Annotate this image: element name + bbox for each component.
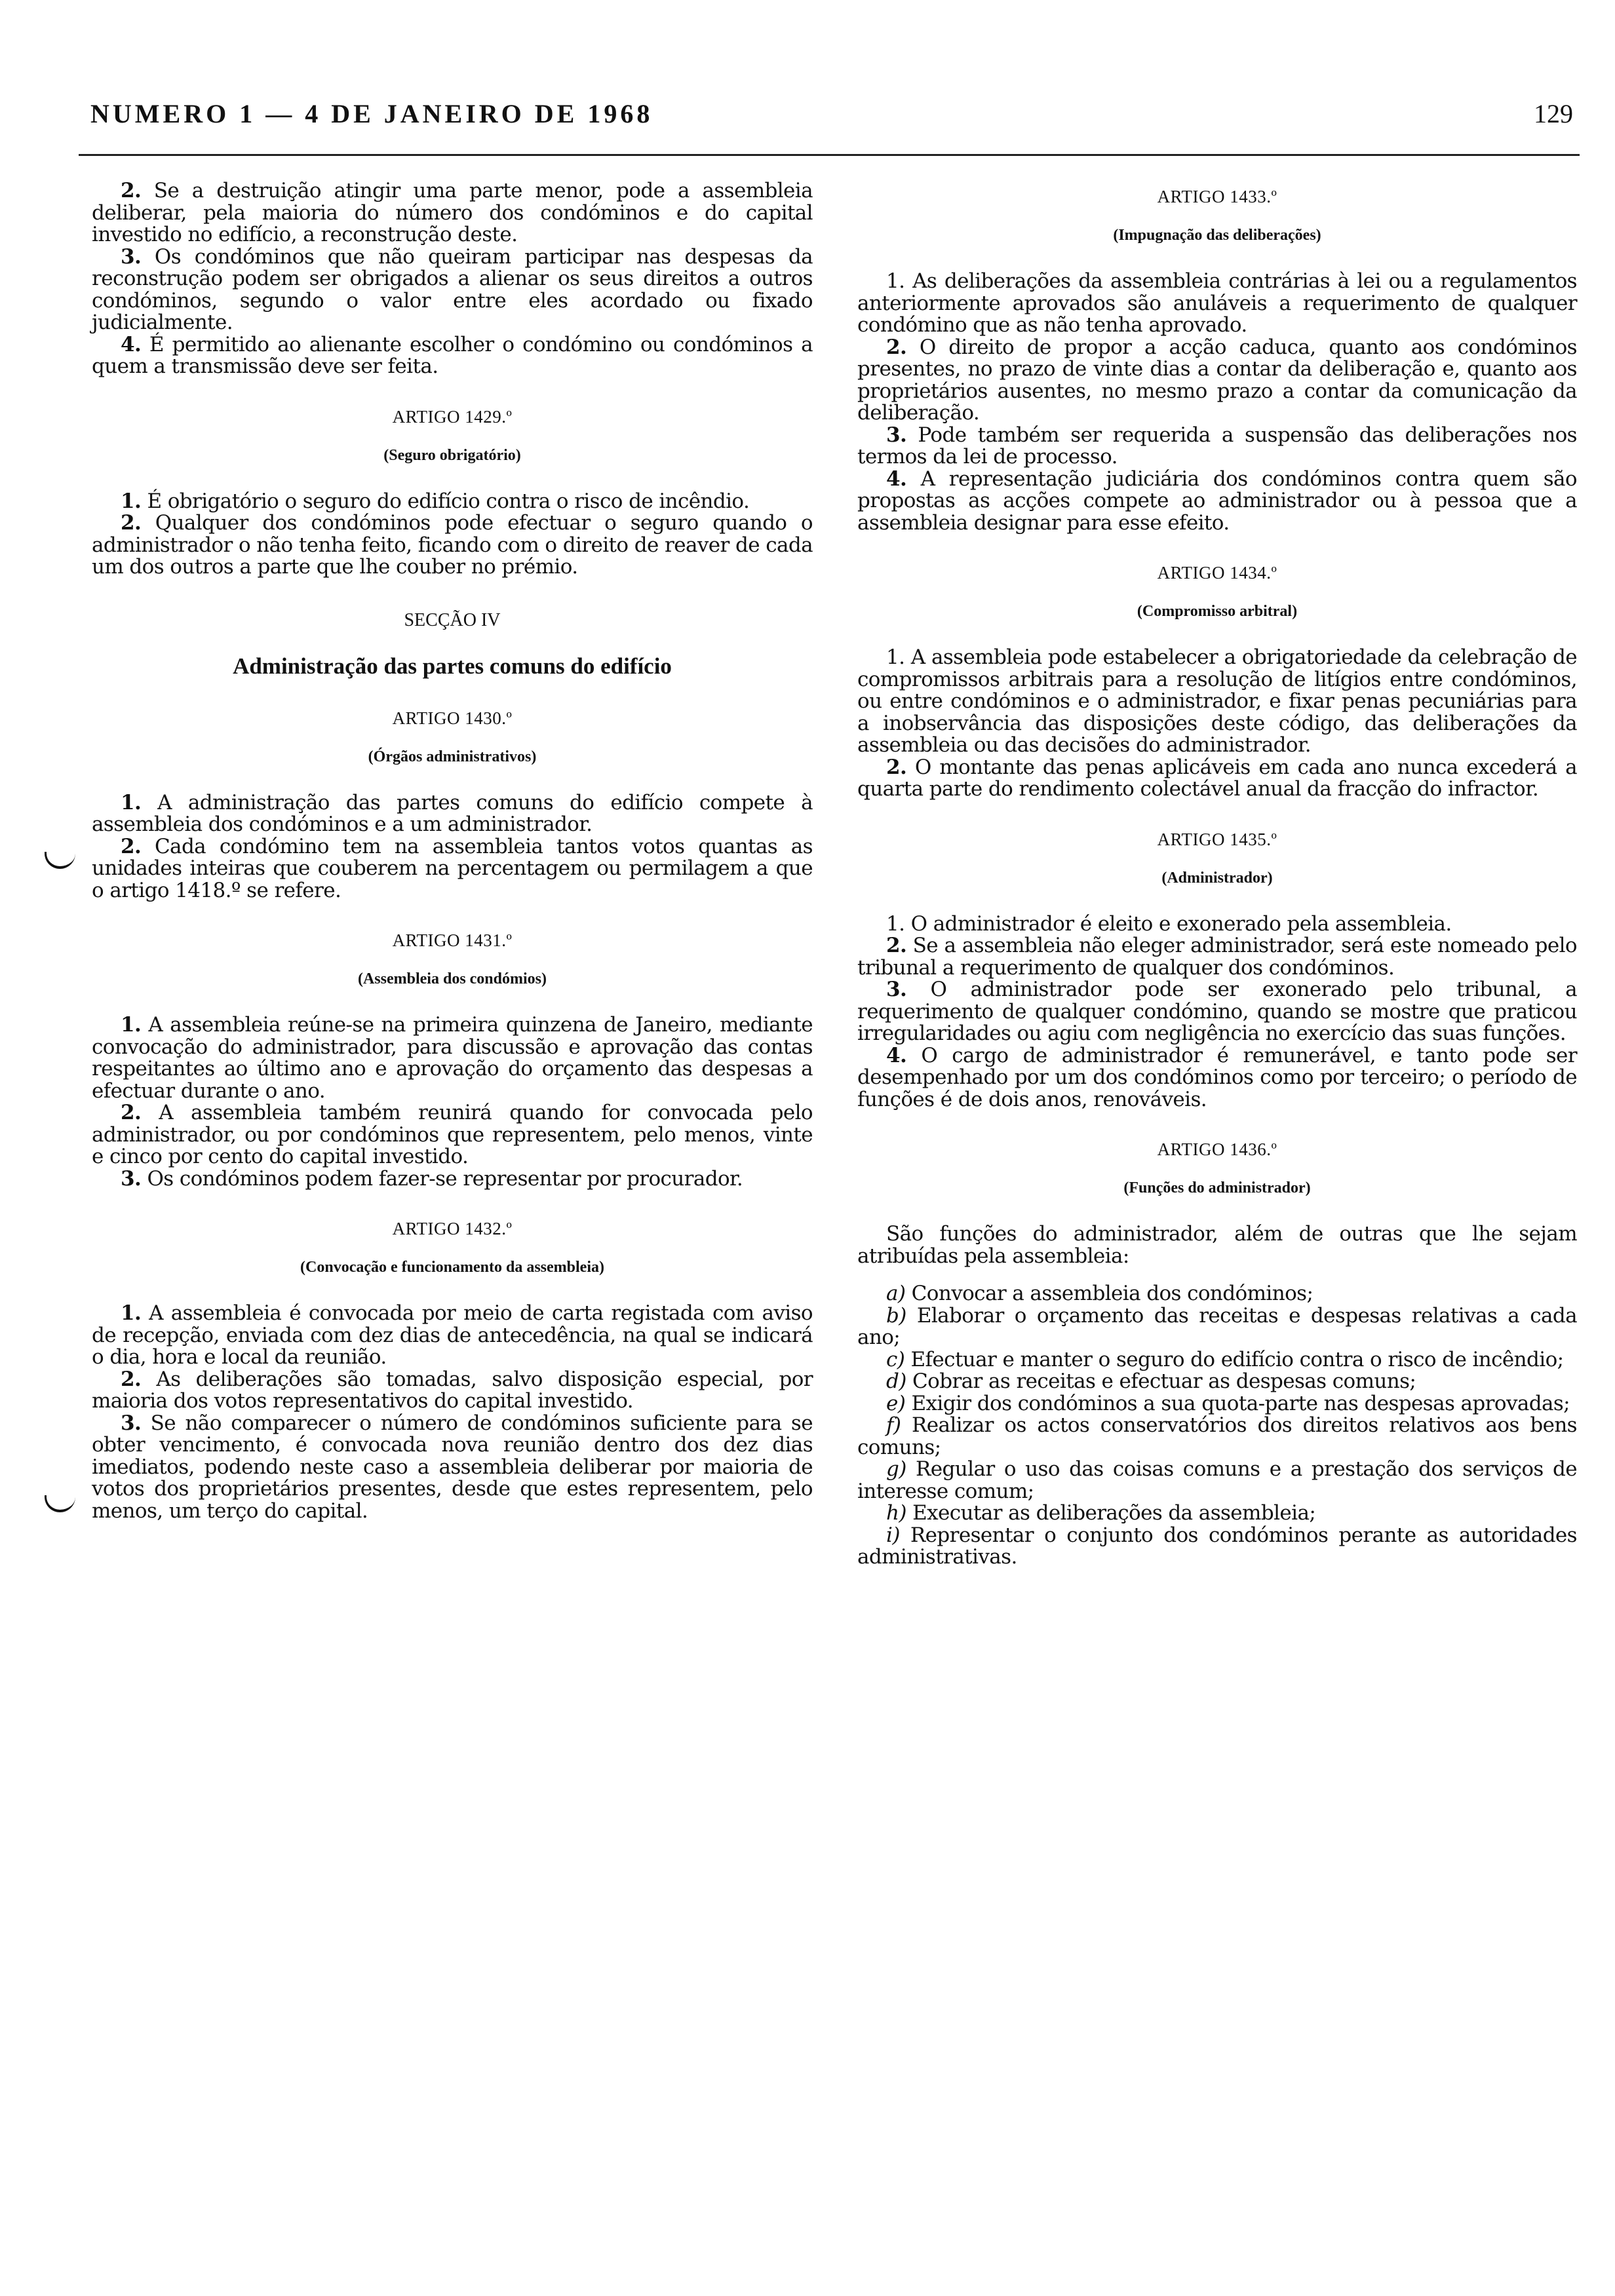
paragraph-text: Se a assembleia não eleger administrador, será este nomeado pelo tribunal a requerimento de qualquer dos condóminos. <box>857 934 1577 980</box>
paragraph <box>92 246 813 334</box>
paragraph <box>857 647 1577 757</box>
paragraph-number: 1. <box>121 489 142 513</box>
article-heading: ARTIGO 1435.º <box>1157 829 1277 849</box>
article-heading: ARTIGO 1432.º <box>392 1219 513 1238</box>
article-rubric: (Funções do administrador) <box>1123 1179 1311 1196</box>
paragraph-number: 1. <box>121 1301 142 1325</box>
paragraph <box>857 425 1577 469</box>
list-item-letter: h) <box>886 1501 906 1525</box>
paragraph-text: A representação judiciária dos condóminos contra quem são propostas as acções compete ao administrador ou à pessoa que a assembleia designar para esse efeito. <box>857 467 1577 535</box>
article-heading: ARTIGO 1429.º <box>392 406 513 427</box>
article-heading: ARTIGO 1433.º <box>1157 187 1277 206</box>
list-item <box>857 1349 1577 1371</box>
right-column <box>857 180 1577 1569</box>
paragraph <box>92 1102 813 1168</box>
paragraph-number: 3. <box>121 1411 142 1435</box>
paragraph-text: A assembleia reúne-se na primeira quinzena de Janeiro, mediante convocação do administrador, para discussão e aprovação das contas respeitantes ao último ano e aprovação do orçamento das despesas a efectuar durante o ano. <box>92 1013 813 1103</box>
paragraph-text: Se a destruição atingir uma parte menor, pode a assembleia deliberar, pela maioria do número dos condóminos e do capital investido no edifício, a reconstrução deste. <box>92 179 813 246</box>
issue-title: NUMERO 1 — 4 DE JANEIRO DE 1968 <box>90 99 653 128</box>
paragraph-number: 3. <box>886 978 907 1001</box>
paragraph <box>857 935 1577 979</box>
paragraph-number: 1. <box>121 1013 142 1037</box>
article-rubric: (Administrador) <box>1161 869 1273 887</box>
article-rubric: (Convocação e funcionamento da assembleia) <box>300 1259 604 1276</box>
paragraph-text: O cargo de administrador é remunerável, e tanto pode ser desempenhado por um dos condóminos como por terceiro; o período de funções é de dois anos, renováveis. <box>857 1043 1577 1111</box>
list-item <box>857 1502 1577 1525</box>
list-item-letter: f) <box>886 1413 901 1437</box>
paragraph-number: 2. <box>121 511 142 535</box>
list-item-letter: c) <box>886 1347 905 1371</box>
margin-check-mark-icon <box>45 852 75 869</box>
list-item-letter: d) <box>886 1369 906 1393</box>
paragraph <box>92 1369 813 1413</box>
paragraph <box>92 512 813 579</box>
section-label: SECÇÃO IV <box>404 609 501 630</box>
paragraph <box>857 271 1577 337</box>
article-heading: ARTIGO 1431.º <box>392 930 513 950</box>
paragraph-text: Os condóminos podem fazer-se representar por procurador. <box>147 1166 743 1191</box>
paragraph <box>92 1413 813 1523</box>
paragraph-text: Se não comparecer o número de condóminos suficiente para se obter vencimento, é convocada nova reunião dentro dos dez dias imediatos, podendo neste caso a assembleia deliberar por maioria de votos dos proprietários presentes, desde que estes representem, pelo menos, um terço do capital. <box>92 1411 813 1523</box>
paragraph <box>92 180 813 246</box>
paragraph <box>92 1168 813 1191</box>
paragraph-text: A administração das partes comuns do edifício compete à assembleia dos condóminos e a um administrador. <box>92 790 813 836</box>
paragraph-number: 3. <box>121 1166 142 1191</box>
paragraph-text: É permitido ao alienante escolher o condómino ou condóminos a quem a transmissão deve ser feita. <box>92 332 813 378</box>
paragraph-number: 4. <box>121 332 142 356</box>
paragraph <box>92 1303 813 1369</box>
paragraph <box>92 792 813 836</box>
paragraph-intro: São funções do administrador, além de outras que lhe sejam atribuídas pela assembleia: <box>857 1222 1577 1268</box>
paragraph <box>92 1014 813 1102</box>
paragraph <box>857 979 1577 1045</box>
list-item-text: Efectuar e manter o seguro do edifício contra o risco de incêndio; <box>910 1347 1564 1371</box>
paragraph <box>92 491 813 513</box>
page-header <box>90 98 1573 135</box>
article-rubric: (Assembleia dos condómios) <box>357 970 547 987</box>
paragraph <box>857 469 1577 535</box>
list-item-text: Executar as deliberações da assembleia; <box>912 1501 1316 1525</box>
paragraph-text: Cada condómino tem na assembleia tantos votos quantas as unidades inteiras que couberem na percentagem ou permilagem a que o artigo 1418.º se refere. <box>92 834 813 902</box>
list-item <box>857 1459 1577 1502</box>
paragraph-text: A assembleia é convocada por meio de carta registada com aviso de recepção, enviada com dez dias de antecedência, na qual se indicará o dia, hora e local da reunião. <box>92 1301 813 1369</box>
paragraph-text: As deliberações são tomadas, salvo disposição especial, por maioria dos votos representativos do capital investido. <box>92 1367 813 1413</box>
left-column <box>92 180 813 1522</box>
paragraph <box>857 757 1577 801</box>
list-item <box>857 1525 1577 1569</box>
paragraph-number: 1. <box>886 645 905 669</box>
header-rule <box>79 154 1580 156</box>
list-item-letter: b) <box>886 1303 906 1328</box>
paragraph-text: As deliberações da assembleia contrárias à lei ou a regulamentos anteriormente aprovados são anuláveis a requerimento de qualquer condómino que as não tenha aprovado. <box>857 269 1577 337</box>
paragraph <box>857 913 1577 936</box>
paragraph <box>857 337 1577 425</box>
list-item-text: Elaborar o orçamento das receitas e despesas relativas a cada ano; <box>857 1303 1577 1349</box>
paragraph-text: Qualquer dos condóminos pode efectuar o seguro quando o administrador o não tenha feito, ficando com o direito de reaver de cada um dos outros a parte que lhe couber no prémio. <box>92 511 813 579</box>
paragraph-text: O administrador pode ser exonerado pelo tribunal, a requerimento de qualquer condómino, quando se mostre que praticou irregularidades ou agiu com negligência no exercício das suas funções. <box>857 978 1577 1045</box>
article-rubric: (Impugnação das deliberações) <box>1113 227 1321 244</box>
article-heading: ARTIGO 1430.º <box>392 708 513 728</box>
paragraph-number: 2. <box>886 934 907 957</box>
functions-list <box>857 1283 1577 1569</box>
list-item <box>857 1415 1577 1459</box>
paragraph-number: 2. <box>121 179 142 202</box>
paragraph-text: É obrigatório o seguro do edifício contra o risco de incêndio. <box>147 489 750 513</box>
list-item <box>857 1283 1577 1305</box>
paragraph-number: 1. <box>121 790 142 814</box>
paragraph-number: 4. <box>886 1043 907 1067</box>
list-item-text: Convocar a assembleia dos condóminos; <box>911 1282 1313 1305</box>
list-item-letter: a) <box>886 1282 906 1305</box>
paragraph-text: A assembleia pode estabelecer a obrigatoriedade da celebração de compromissos arbitrais para a resolução de litígios entre condóminos, ou entre condóminos e o administrador, e fixar penas pecuniárias para a inobservância das disposições deste código, das deliberações da assembleia ou das decisões do administrador. <box>857 645 1577 757</box>
list-item-text: Realizar os actos conservatórios dos direitos relativos aos bens comuns; <box>857 1413 1577 1459</box>
paragraph-text: O direito de propor a acção caduca, quanto aos condóminos presentes, no prazo de vinte dias a contar da deliberação e, quanto aos proprietários ausentes, no mesmo prazo a contar da comunicação da deliberação. <box>857 335 1577 425</box>
paragraph-text: Pode também ser requerida a suspensão das deliberações nos termos da lei de processo. <box>857 423 1577 469</box>
paragraph <box>92 334 813 378</box>
paragraph-number: 2. <box>121 1367 142 1391</box>
list-item <box>857 1371 1577 1393</box>
article-heading: ARTIGO 1434.º <box>1157 563 1277 583</box>
margin-check-mark-icon <box>45 1495 75 1512</box>
list-item-text: Representar o conjunto dos condóminos perante as autoridades administrativas. <box>857 1523 1577 1569</box>
list-item <box>857 1393 1577 1415</box>
paragraph-number: 4. <box>886 467 907 491</box>
article-heading: ARTIGO 1436.º <box>1157 1139 1277 1159</box>
paragraph-number: 2. <box>121 1101 142 1124</box>
paragraph-text: O administrador é eleito e exonerado pela assembleia. <box>910 911 1452 936</box>
paragraph-number: 1. <box>886 269 905 293</box>
list-item-letter: i) <box>886 1523 900 1547</box>
page-number: 129 <box>1534 99 1573 128</box>
article-rubric: (Compromisso arbitral) <box>1137 603 1298 620</box>
paragraph-text: O montante das penas aplicáveis em cada ano nunca excederá a quarta parte do rendimento colectável anual da fracção do infractor. <box>857 755 1577 801</box>
paragraph-number: 2. <box>121 834 142 858</box>
paragraph-text: Os condóminos que não queiram participar nas despesas da reconstrução podem ser obrigados a alienar os seus direitos a outros condóminos, segundo o valor entre eles acordado ou fixado judicialmente. <box>92 244 813 334</box>
list-item-text: Exigir dos condóminos a sua quota-parte nas despesas aprovadas; <box>911 1391 1570 1415</box>
paragraph-number: 3. <box>121 244 142 269</box>
article-rubric: (Órgãos administrativos) <box>368 748 537 765</box>
paragraph-number: 1. <box>886 911 905 936</box>
paragraph <box>92 836 813 902</box>
list-item <box>857 1305 1577 1349</box>
list-item-text: Regular o uso das coisas comuns e a prestação dos serviços de interesse comum; <box>857 1457 1577 1503</box>
paragraph-number: 2. <box>886 755 907 779</box>
article-rubric: (Seguro obrigatório) <box>383 446 521 464</box>
paragraph <box>857 1045 1577 1111</box>
list-item-text: Cobrar as receitas e efectuar as despesas comuns; <box>912 1369 1416 1393</box>
list-item-letter: g) <box>886 1457 906 1481</box>
paragraph-number: 2. <box>886 335 907 359</box>
paragraph-text: A assembleia também reunirá quando for convocada pelo administrador, ou por condóminos que representem, pelo menos, vinte e cinco por cento do capital investido. <box>92 1101 813 1168</box>
list-item-letter: e) <box>886 1391 906 1415</box>
section-title: Administração das partes comuns do edifício <box>233 653 672 679</box>
paragraph-number: 3. <box>886 423 907 447</box>
